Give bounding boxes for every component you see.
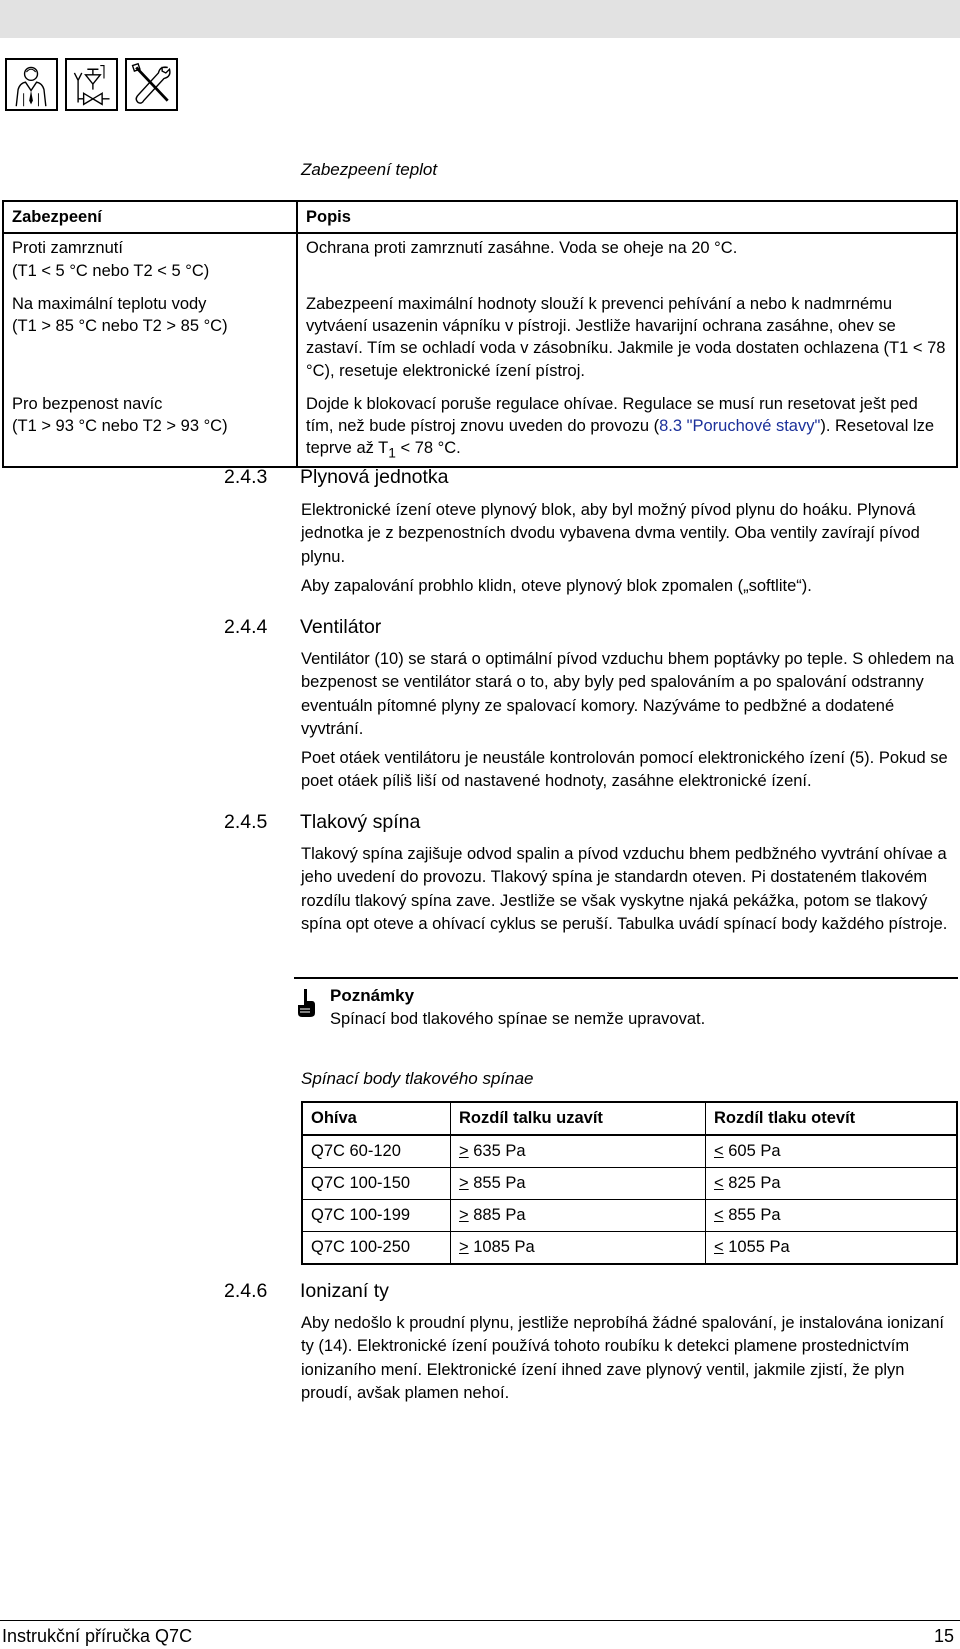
paragraph: Tlakový spína zajišuje odvod spalin a pívod vzduchu bhem pedbžného vyvtrání ohívae a jeho uvedení do provozu. Tlakový spína je standardn oteven. Pi dostateném tlakovém rozdílu tlakový spína zave. Jestliže se však vyskytne njaká pekážka, potom se tlakový spína opt oteve a ohívací cyklus se peruší. Tabulka uvádí spínací body každého pístroje.: [301, 845, 948, 934]
paragraph: Ventilátor (10) se stará o optimální pívod vzduchu bhem poptávky po teple. S ohledem na bezpenost se ventilátor stará o to, aby byly ped spalováním a po spalování odstranny eventuáln pítomné plyny ze spalovací komory. Nazýváme to pedbžné a dodatené vyvtrání.: [301, 650, 955, 739]
header-cell-heater: Ohívа: [302, 1102, 451, 1135]
section-heading-fan: [224, 614, 381, 641]
pressure-table-caption: Spínací body tlakového spínae: [301, 1069, 534, 1088]
table-row: [302, 1135, 957, 1168]
note-divider: [294, 977, 958, 979]
row-label: [3, 390, 297, 467]
note-hand-icon: [294, 987, 316, 1019]
table-row: [302, 1232, 957, 1265]
comparison-symbol: >: [459, 1205, 469, 1224]
row-label-line: (T1 > 85 °C nebo T2 > 85 °C): [12, 317, 228, 336]
cell-open-pressure: [706, 1168, 958, 1200]
desc-text: Dojde k blokovací poruše regulace ohívae. Regulace se musí run resetovat ješt ped tím, než bude pístroj znovu uveden do provozu (: [306, 394, 918, 436]
table-row: [302, 1168, 957, 1200]
table-header-row: [302, 1102, 957, 1135]
cell-close-pressure: [451, 1135, 706, 1168]
page-number: 15: [933, 1626, 954, 1646]
section-title: Plynová jednotka: [300, 466, 449, 488]
row-label: [3, 290, 297, 390]
comparison-symbol: <: [714, 1141, 724, 1160]
row-label-line: (T1 < 5 °C nebo T2 < 5 °C): [12, 261, 210, 280]
top-gray-bar: [0, 0, 960, 38]
pressure-value: 605 Pa: [723, 1141, 781, 1160]
paragraph: Aby zapalování probhlo klidn, oteve plynový blok zpomalen („softlite“).: [301, 577, 812, 595]
cell-close-pressure: [451, 1168, 706, 1200]
row-label-line: (T1 > 93 °C nebo T2 > 93 °C): [12, 417, 228, 436]
comparison-symbol: >: [459, 1141, 469, 1160]
row-description: Ochrana proti zamrznutí zasáhne. Voda se oheje na 20 °C.: [306, 239, 738, 258]
section-title: Ionizaní ty: [300, 1280, 389, 1302]
header-icons: [5, 58, 178, 111]
footer-divider: [0, 1620, 960, 1621]
note-title: Poznámky: [330, 986, 415, 1005]
pressure-switch-table: [301, 1101, 958, 1265]
table-row: [3, 390, 957, 467]
header-cell-description: Popis: [297, 201, 957, 233]
pressure-value: 855 Pa: [723, 1205, 781, 1224]
cell-open-pressure: [706, 1135, 958, 1168]
row-description: Zabezpeení maximální hodnoty slouží k prevenci pehívání a nebo k nadmrnému vytváení usazenin vápníku v pístroji. Jestliže havarijní ochrana zasáhne, ohev se zastaví. Tím se ochladí voda v zásobníku. Jakmile je voda dostaten ochlazena (T1 < 78 °C), resetuje elektronické ízení pístroj.: [306, 294, 946, 380]
section-title: Tlakový spína: [300, 811, 421, 833]
pressure-value: 855 Pa: [468, 1173, 526, 1192]
section-number: 2.4.6: [224, 1280, 268, 1302]
pressure-value: 1055 Pa: [723, 1237, 790, 1256]
footer-title: Instrukční příručka Q7C: [2, 1626, 193, 1646]
header-cell-open-diff: Rozdíl tlaku otevít: [706, 1102, 958, 1135]
header-cell-close-diff: Rozdíl talku uzavít: [451, 1102, 706, 1135]
section-number: 2.4.3: [224, 466, 268, 488]
paragraph: Poet otáek ventilátoru je neustále kontrolován pomocí elektronického ízení (5). Pokud se poet otáek píliš liší od nastavené hodnoty, zasáhne elektronické ízení.: [301, 749, 948, 791]
desc-text: < 78 °C.: [395, 439, 461, 458]
fault-states-link[interactable]: 8.3 "Poruchové stavy": [659, 417, 821, 436]
section-heading-gas-unit: [224, 464, 449, 491]
user-icon: [5, 58, 58, 111]
paragraph: Aby nedošlo k proudní plynu, jestliže neprobíhá žádné spalování, je instalována ionizaní ty (14). Elektronické ízení používá tohoto roubíku k detekci plamene prostednictvím ionizaního mení. Elektronické ízení ihned zave plynový ventil, jakmile zjistí, že plyn proudí, avšak plamen nehoí.: [301, 1314, 945, 1403]
comparison-symbol: >: [459, 1173, 469, 1192]
header-cell-safety: Zabezpeení: [3, 201, 297, 233]
section-title: Ventilátor: [300, 616, 382, 638]
section-heading-ionization-rod: [224, 1278, 389, 1305]
cell-open-pressure: [706, 1232, 958, 1265]
pressure-value: 1085 Pa: [468, 1237, 535, 1256]
comparison-symbol: <: [714, 1205, 724, 1224]
row-label-line: Pro bezpenost navíc: [12, 394, 163, 413]
safety-table-caption: Zabezpeení teplot: [301, 160, 438, 179]
table-row: [302, 1200, 957, 1232]
tools-icon: [125, 58, 178, 111]
row-label: [3, 233, 297, 290]
note-text: Spínací bod tlakového spínae se nemže upravovat.: [330, 1010, 706, 1028]
cell-close-pressure: [451, 1200, 706, 1232]
pressure-value: 825 Pa: [723, 1173, 781, 1192]
comparison-symbol: <: [714, 1237, 724, 1256]
pressure-value: 635 Pa: [468, 1141, 526, 1160]
comparison-symbol: <: [714, 1173, 724, 1192]
section-number: 2.4.4: [224, 616, 268, 638]
section-heading-pressure-switch: [224, 809, 420, 836]
cell-model: Q7C 60-120: [302, 1135, 451, 1168]
row-description: [297, 390, 957, 467]
row-label-line: Proti zamrznutí: [12, 239, 123, 258]
table-row: [3, 233, 957, 290]
subscript: 1: [388, 445, 396, 461]
paragraph: Elektronické ízení oteve plynový blok, aby byl možný pívod plynu do hoáku. Plynová jednotka je z bezpenostních dvodu vybavena dvma ventily. Oba ventily zavírají pívod plynu.: [301, 501, 920, 566]
cell-close-pressure: [451, 1232, 706, 1265]
cell-open-pressure: [706, 1200, 958, 1232]
table-header-row: [3, 201, 957, 233]
cell-model: Q7C 100-250: [302, 1232, 451, 1265]
row-label-line: Na maximální teplotu vody: [12, 294, 207, 313]
pressure-value: 885 Pa: [468, 1205, 526, 1224]
gas-valve-icon: [65, 58, 118, 111]
safety-table: [2, 200, 958, 468]
section-number: 2.4.5: [224, 811, 268, 833]
comparison-symbol: >: [459, 1237, 469, 1256]
cell-model: Q7C 100-199: [302, 1200, 451, 1232]
desc-text: ). Resetoval lze teprve až T: [306, 417, 935, 458]
cell-model: Q7C 100-150: [302, 1168, 451, 1200]
table-row: [3, 290, 957, 390]
